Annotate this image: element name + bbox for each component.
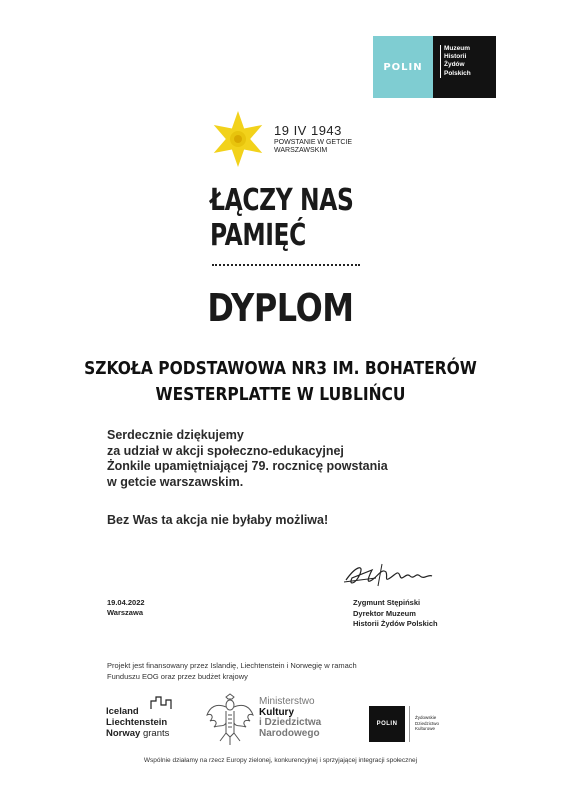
thanks-line: Żonkile upamiętniającej 79. rocznicę powstania — [107, 459, 388, 473]
polin-brand-block — [373, 36, 433, 98]
daffodil-icon — [211, 110, 265, 168]
funding-line: Funduszu EOG oraz przez budżet krajowy — [107, 672, 248, 681]
thanks-line: w getcie warszawskim. — [107, 474, 244, 489]
polin-bottom-line: Kulturowe — [415, 726, 436, 731]
polin-bottom-name — [409, 706, 439, 742]
anniversary-caption — [274, 139, 352, 155]
funding-note — [107, 660, 447, 682]
campaign-title-line1: ŁĄCZY NAS — [210, 183, 354, 218]
ieln-grants-icon — [150, 696, 172, 710]
eea-line: Liechtenstein — [106, 717, 168, 728]
footer-slogan: Wspólnie działamy na rzecz Europy zielonej, konkurencyjnej i sprzyjającej integracji społecznej — [143, 757, 418, 764]
campaign-title-line2: PAMIĘĆ — [210, 218, 306, 253]
issue-date: 19.04.2022 — [107, 598, 145, 607]
polin-logo-top — [373, 36, 496, 98]
thanks-line: za udział w akcji społeczno-edukacyjnej — [107, 443, 344, 458]
polin-line: Żydów — [440, 61, 496, 69]
ministry-line: Narodowego — [259, 727, 320, 739]
diploma-heading: DYPLOM — [207, 286, 354, 330]
issue-place: Warszawa — [107, 608, 143, 617]
issue-date-place — [107, 598, 145, 618]
signer-title: Dyrektor Muzeum — [353, 608, 416, 618]
signature-icon — [342, 558, 442, 590]
polin-bottom-brand-block — [369, 706, 405, 742]
funding-line: Projekt jest finansowany przez Islandię, Liechtenstein i Norwegię w ramach — [107, 661, 357, 670]
signer-name: Zygmunt Stępiński — [353, 598, 421, 607]
polin-bottom-line: Żydowskie — [415, 715, 437, 720]
eea-line: Norway — [106, 728, 141, 739]
ministry-logo-text — [259, 697, 321, 739]
polin-line: Historii — [440, 53, 496, 61]
recipient-school: SZKOŁA PODSTAWOWA NR3 IM. BOHATERÓW WESTERPLATTE W LUBLIŃCU — [84, 358, 477, 405]
anniversary-line: POWSTANIE W GETCIE — [274, 139, 353, 146]
eea-grants-logo — [106, 696, 186, 744]
thanks-line: Serdecznie dziękujemy — [107, 428, 244, 442]
eea-line: Iceland — [106, 706, 139, 717]
thanks-paragraph — [107, 428, 527, 490]
polin-brand-text: POLIN — [383, 61, 423, 73]
signer-title: Historii Żydów Polskich — [353, 619, 438, 628]
polin-line: Polskich — [440, 70, 496, 78]
eea-grants-word: grants — [142, 728, 170, 739]
polin-bottom-brand: POLIN — [376, 721, 398, 727]
polin-logo-bottom — [369, 706, 444, 742]
closing-sentence: Bez Was ta akcja nie byłaby możliwa! — [107, 513, 329, 527]
eagle-emblem-icon — [204, 693, 256, 748]
ministry-line: Ministerstwo — [259, 696, 315, 707]
anniversary-line: WARSZAWSKIM — [274, 147, 328, 154]
polin-line: Muzeum — [440, 45, 496, 53]
polin-museum-name — [433, 36, 496, 98]
signer-block — [353, 598, 438, 630]
dotted-divider — [212, 264, 360, 266]
ministry-line: Kultury — [259, 706, 294, 718]
ministry-line: i Dziedzictwa — [259, 717, 322, 728]
polin-bottom-line: Dziedzictwo — [415, 720, 440, 726]
anniversary-date: 19 IV 1943 — [274, 123, 342, 138]
